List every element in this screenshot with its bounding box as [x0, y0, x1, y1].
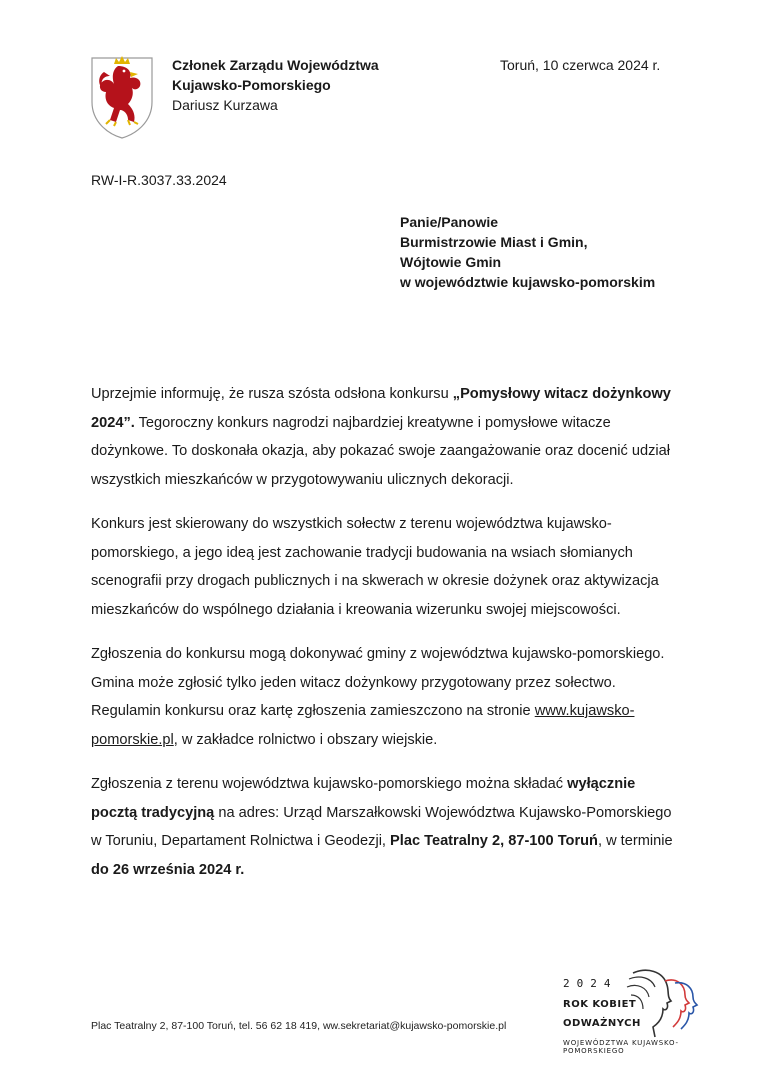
paragraph-2: Konkurs jest skierowany do wszystkich sołectw z terenu województwa kujawsko-pomorskiego, a jego ideą jest zachowanie tradycji budowania na wsiach słomianych scenografii przy drogach publicznych i na skwerach w okresie dożynek oraz aktywizacja mieszkańców do wspólnego działania i kreowania wizerunku swojej miejscowości.	[91, 516, 659, 618]
paragraph-3	[91, 640, 681, 754]
campaign-line1: ROK KOBIET	[563, 999, 637, 1010]
text-span: , w zakładce rolnictwo i obszary wiejskie.	[173, 731, 438, 748]
footer-address: Plac Teatralny 2, 87-100 Toruń, tel. 56 62 18 419, ww.sekretariat@kujawsko-pomorskie.pl	[91, 1020, 507, 1032]
website-link[interactable]: www.kujawsko-pomorskie.pl	[91, 703, 635, 748]
women-profiles-icon	[625, 967, 700, 1039]
addressee-line: Burmistrzowie Miast i Gmin,	[400, 234, 588, 250]
contest-name: „Pomysłowy witacz dożynkowy 2024”.	[91, 386, 671, 431]
deadline: do 26 września 2024 r.	[91, 861, 245, 878]
sender-block	[172, 55, 379, 115]
coat-of-arms-icon	[88, 50, 156, 140]
campaign-line2: ODWAŻNYCH	[563, 1018, 641, 1029]
delivery-address: Plac Teatralny 2, 87-100 Toruń	[390, 833, 598, 849]
sender-title-line2: Kujawsko-Pomorskiego	[172, 77, 331, 93]
campaign-year: 2024	[563, 977, 618, 990]
text-span: , w terminie	[597, 833, 673, 849]
paragraph-4	[91, 770, 681, 884]
campaign-logo	[560, 965, 705, 1055]
text-span: Uprzejmie informuję, że rusza szósta odsłona konkursu	[91, 386, 453, 402]
addressee-line: Wójtowie Gmin	[400, 254, 502, 270]
reference-number: RW-I-R.3037.33.2024	[91, 172, 227, 188]
text-span: Zgłoszenia z terenu województwa kujawsko-pomorskiego można składać	[91, 776, 568, 792]
delivery-method: wyłącznie pocztą tradycyjną	[91, 776, 636, 821]
addressee-line: Panie/Panowie	[400, 214, 499, 230]
addressee-block	[400, 212, 655, 292]
paragraph-1	[91, 380, 681, 494]
campaign-line3: WOJEWÓDZTWA KUJAWSKO-POMORSKIEGO	[563, 1039, 679, 1055]
letter-date: Toruń, 10 czerwca 2024 r.	[500, 57, 661, 73]
sender-title-line1: Członek Zarządu Województwa	[172, 57, 379, 73]
text-span: Zgłoszenia do konkursu mogą dokonywać gminy z województwa kujawsko-pomorskiego. Gmina może zgłosić tylko jeden witacz dożynkowy przygotowany przez sołectwo. Regulamin konkursu oraz kartę zgłoszenia zamieszczono na stronie	[91, 646, 665, 719]
text-span: na adres: Urząd Marszałkowski Województwa Kujawsko-Pomorskiego w Toruniu, Departament Rolnictwa i Geodezji,	[91, 804, 672, 849]
sender-name: Dariusz Kurzawa	[172, 97, 278, 113]
addressee-line: w województwie kujawsko-pomorskim	[400, 274, 656, 290]
text-span: Tegoroczny konkurs nagrodzi najbardziej kreatywne i pomysłowe witacze dożynkowe. To doskonała okazja, aby pokazać swoje zaangażowanie oraz docenić udział wszystkich mieszkańców w przygotowywaniu ulicznych dekoracji.	[91, 414, 670, 488]
letter-body	[91, 380, 681, 900]
